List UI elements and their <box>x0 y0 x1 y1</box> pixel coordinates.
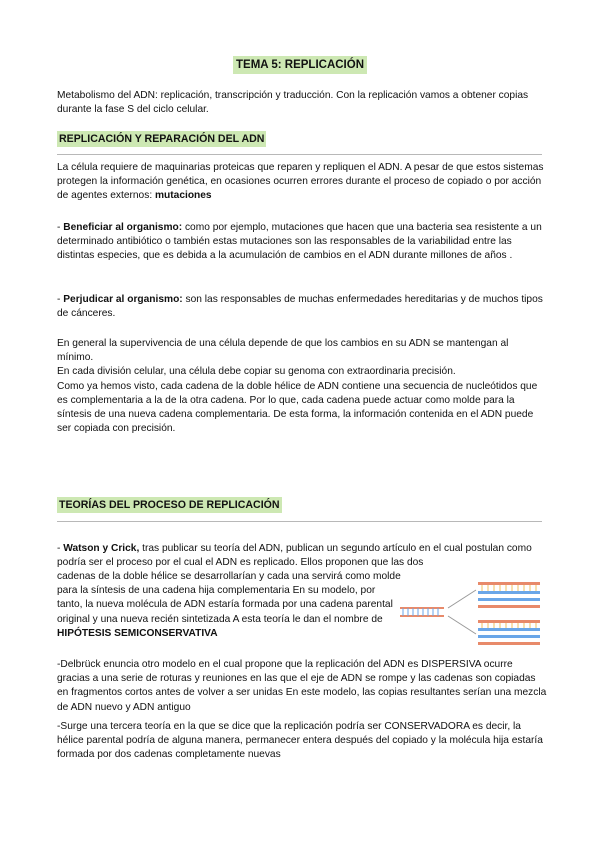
replication-models-figure <box>398 578 544 646</box>
paragraph-beneficiar <box>57 221 547 264</box>
bold-term-beneficiar: Beneficiar al organismo: <box>63 222 183 233</box>
section-divider <box>57 154 542 155</box>
arrow-bottom <box>448 616 476 634</box>
bullet-prefix: - <box>57 543 64 554</box>
paragraph-delbruck: -Delbrück enuncia otro modelo en el cual propone que la replicación del ADN es DISPERSIVA ocurre gracias a una serie de roturas y reuniones en las que el eje de ADN se rompe y las cadenas son copiadas en fragmentos cortos antes de volver a ser unidas En este modelo, las copias resultantes serían una mezcla de ADN nuevo y ADN antiguo <box>57 659 547 713</box>
daughter-helix-bottom <box>478 620 540 645</box>
paragraph-line: Como ya hemos visto, cada cadena de la doble hélice de ADN contiene una secuencia de nucleótidos que es complementaria a la de la otra cadena. Por lo que, cada cadena puede actuar como molde para la síntesis de una nueva cadena complementaria. De esta forma, la información contenida en el ADN puede ser copiada con precisión. <box>57 380 538 435</box>
page-title: TEMA 5: REPLICACIÓN <box>233 56 367 74</box>
arrow-top <box>448 590 476 608</box>
bullet-prefix: - <box>57 294 64 305</box>
bold-term-watson-crick: Watson y Crick, <box>63 543 140 554</box>
paragraph-maquinarias <box>57 161 547 204</box>
paragraph-line: En cada división celular, una célula debe copiar su genoma con extraordinaria precisión. <box>57 366 456 378</box>
daughter-helix-top <box>478 582 540 608</box>
paragraph-text: La célula requiere de maquinarias proteicas que reparen y repliquen el ADN. A pesar de que estos sistemas protegen la información genética, en ocasiones ocurren errores durante el proceso de copiado o por acción de agentes externos: <box>57 162 544 202</box>
paragraph-text: son las responsables de muchas enfermedades hereditarias y de muchos tipos de cánceres. <box>57 294 543 320</box>
bold-term-perjudicar: Perjudicar al organismo: <box>63 294 183 305</box>
title-wrapper <box>0 55 600 74</box>
paragraph-text: tras publicar su teoría del ADN, publican un segundo artículo en el cual postulan como podría ser el proceso por el cual el ADN es replicado. Ellos proponen que las dos <box>57 543 532 569</box>
paragraph-line: En general la supervivencia de una célula depende de que los cambios en su ADN se mantengan al mínimo. <box>57 338 509 364</box>
paragraph-text: como por ejemplo, mutaciones que hacen que una bacteria sea resistente a un determinado antibiótico o también estas mutaciones son las responsables de la variabilidad entre las distintas especies, que es debida a la acumulación de cambios en el ADN durante millones de años . <box>57 222 542 262</box>
paragraph-watson-crick-model <box>57 570 402 641</box>
paragraph-conservadora: -Surge una tercera teoría en la que se dice que la replicación podría ser CONSERVADORA es decir, la hélice parental podría de alguna manera, permanecer entera después del copiado y la molécula hija estaría formada por dos cadenas completamente nuevas <box>57 721 543 761</box>
paragraph-perjudicar <box>57 293 547 321</box>
paragraph-supervivencia <box>57 337 547 436</box>
section-divider <box>57 521 542 522</box>
intro-paragraph: Metabolismo del ADN: replicación, transcripción y traducción. Con la replicación vamos a obtener copias durante la fase S del ciclo celular. <box>57 90 529 116</box>
paragraph-text: cadenas de la doble hélice se desarrollarían y cada una servirá como molde para la síntesis de una cadena hija complementaria En su modelo, por tanto, la nueva molécula de ADN estaría formada por una cadena parental original y una nueva recién sintetizada A esta teoría le dan el nombre de <box>57 571 401 625</box>
paragraph-watson-crick-intro <box>57 542 547 570</box>
section-heading-teorias: TEORÍAS DEL PROCESO DE REPLICACIÓN <box>59 499 280 511</box>
bold-term-semiconservativa: HIPÓTESIS SEMICONSERVATIVA <box>57 627 218 639</box>
bold-term-mutaciones: mutaciones <box>154 190 212 202</box>
bullet-prefix: - <box>57 222 64 233</box>
parent-helix <box>400 608 444 616</box>
section-heading-replicacion: REPLICACIÓN Y REPARACIÓN DEL ADN <box>59 133 265 145</box>
